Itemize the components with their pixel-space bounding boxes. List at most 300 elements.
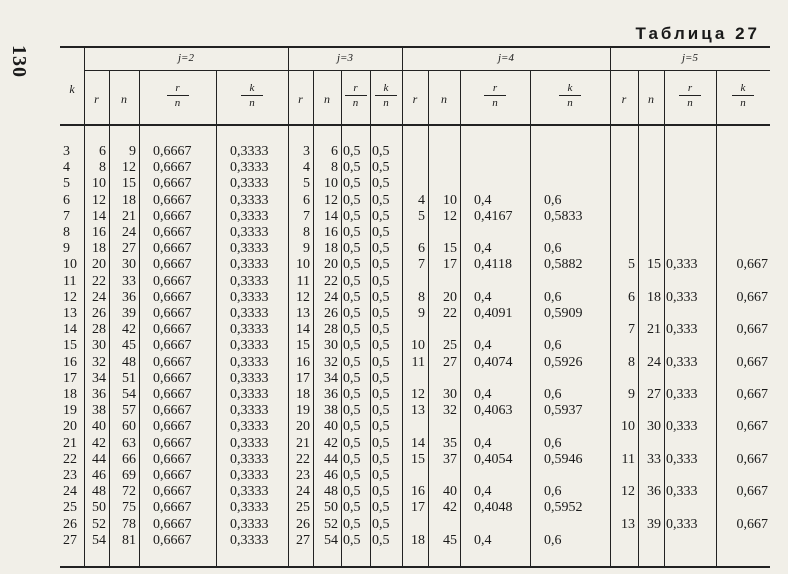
cell-j3-r: 14 [296, 322, 310, 338]
cell-j2-r-over-n: 0,6667 [153, 322, 192, 338]
header-r: r [298, 92, 303, 106]
cell-k: 7 [63, 208, 70, 224]
cell-j2-r-over-n: 0,6667 [153, 451, 192, 467]
cell-j2-n: 78 [122, 516, 136, 532]
cell-j2-k-over-n: 0,3333 [230, 532, 269, 548]
cell-j4-r: 14 [411, 435, 425, 451]
cell-j5-n: 15 [647, 257, 661, 273]
cell-j3-n: 16 [324, 225, 338, 240]
cell-j2-k-over-n: 0,3333 [230, 176, 269, 192]
cell-k: 22 [63, 451, 77, 467]
cell-j2-n: 15 [122, 176, 136, 192]
cell-j4-r: 16 [411, 484, 425, 500]
cell-j3-r-over-n: 0,5 [343, 468, 361, 483]
header-r: r [412, 92, 418, 106]
header-r-over-n: r n [139, 82, 216, 109]
cell-j5-r-over-n: 0,333 [666, 484, 698, 500]
cell-j2-r: 20 [92, 257, 106, 273]
cell-j5-n: 36 [647, 484, 661, 500]
cell-j3-k-over-n: 0,5 [372, 516, 390, 532]
cell-j4-r-over-n: 0,4048 [474, 500, 513, 516]
cell-j2-n: 57 [122, 403, 136, 419]
cell-j5-r: 9 [628, 387, 635, 402]
cell-j2-n: 39 [122, 306, 136, 321]
cell-j3-r-over-n: 0,5 [343, 257, 361, 273]
cell-k: 12 [63, 289, 77, 305]
cell-j3-r: 10 [296, 257, 310, 273]
cell-j2-k-over-n: 0,3333 [230, 160, 269, 176]
cell-j3-k-over-n: 0,5 [372, 484, 390, 500]
cell-j2-r-over-n: 0,6667 [153, 257, 192, 273]
cell-j2-n: 36 [122, 289, 136, 305]
header-r: r [94, 92, 99, 106]
cell-j3-r-over-n: 0,5 [343, 306, 361, 321]
cell-j3-r-over-n: 0,5 [343, 176, 361, 192]
cell-k: 19 [63, 403, 77, 419]
cell-j3-k-over-n: 0,5 [372, 273, 390, 289]
rule-bottom [60, 566, 770, 568]
header-r: r [621, 92, 627, 106]
cell-k: 27 [63, 532, 77, 548]
cell-j2-n: 81 [122, 532, 136, 548]
cell-j3-r-over-n: 0,5 [343, 354, 361, 370]
cell-j3-r: 22 [296, 451, 310, 467]
cell-j4-r: 11 [411, 354, 425, 370]
cell-j5-r: 5 [628, 257, 635, 273]
cell-k: 25 [63, 500, 77, 516]
cell-j3-k-over-n: 0,5 [372, 257, 390, 273]
cell-k: 13 [63, 306, 77, 321]
cell-j2-r-over-n: 0,6667 [153, 273, 192, 289]
cell-j4-k-over-n: 0,5909 [544, 306, 583, 321]
cell-j3-r: 8 [303, 225, 310, 240]
cell-j4-r-over-n: 0,4 [474, 192, 492, 208]
cell-k: 9 [63, 241, 70, 257]
cell-j3-k-over-n: 0,5 [372, 306, 390, 321]
cell-j2-k-over-n: 0,3333 [230, 192, 269, 208]
cell-j5-r-over-n: 0,333 [666, 322, 698, 338]
cell-j4-k-over-n: 0,5926 [544, 354, 583, 370]
cell-j3-n: 40 [324, 419, 338, 435]
cell-j3-r-over-n: 0,5 [343, 192, 361, 208]
cell-j2-r-over-n: 0,6667 [153, 338, 192, 354]
cell-j3-k-over-n: 0,5 [372, 532, 390, 548]
cell-k: 4 [63, 160, 70, 176]
cell-j5-r: 6 [628, 289, 635, 305]
cell-j5-k-over-n: 0,667 [736, 387, 768, 402]
cell-j3-k-over-n: 0,5 [372, 289, 390, 305]
cell-j5-k-over-n: 0,667 [736, 257, 768, 273]
cell-j3-k-over-n: 0,5 [372, 208, 390, 224]
cell-k: 8 [63, 225, 70, 240]
cell-j3-n: 6 [331, 144, 338, 159]
cell-j5-r-over-n: 0,333 [666, 257, 698, 273]
cell-j2-r: 28 [92, 322, 106, 338]
cell-j5-n: 24 [647, 354, 661, 370]
cell-j2-k-over-n: 0,3333 [230, 370, 269, 386]
cell-k: 16 [63, 354, 77, 370]
cell-j2-n: 72 [122, 484, 136, 500]
column-divider [216, 70, 217, 566]
cell-j4-n: 20 [443, 289, 457, 305]
cell-j3-r: 20 [296, 419, 310, 435]
cell-k: 21 [63, 435, 77, 451]
cell-j4-n: 12 [443, 208, 457, 224]
cell-j2-r: 50 [92, 500, 106, 516]
header-k-over-n: k n [530, 82, 610, 109]
cell-j2-r-over-n: 0,6667 [153, 208, 192, 224]
cell-j3-r: 27 [296, 532, 310, 548]
cell-j2-k-over-n: 0,3333 [230, 306, 269, 321]
cell-j3-k-over-n: 0,5 [372, 144, 390, 159]
cell-j3-r-over-n: 0,5 [343, 435, 361, 451]
cell-j3-n: 36 [324, 387, 338, 402]
cell-j2-r: 8 [99, 160, 106, 176]
cell-j2-k-over-n: 0,3333 [230, 241, 269, 257]
cell-j5-r: 7 [628, 322, 635, 338]
cell-j5-k-over-n: 0,667 [736, 516, 768, 532]
cell-j4-k-over-n: 0,6 [544, 484, 562, 500]
cell-j2-r: 54 [92, 532, 106, 548]
page-number: 130 [8, 45, 30, 78]
cell-k: 26 [63, 516, 77, 532]
cell-j3-r: 11 [296, 273, 310, 289]
cell-j2-r: 24 [92, 289, 106, 305]
cell-j5-k-over-n: 0,667 [736, 322, 768, 338]
cell-j4-k-over-n: 0,6 [544, 289, 562, 305]
cell-j5-r-over-n: 0,333 [666, 516, 698, 532]
cell-j4-k-over-n: 0,5952 [544, 500, 583, 516]
cell-j5-n: 30 [647, 419, 661, 435]
cell-j4-n: 45 [443, 532, 457, 548]
cell-j4-r: 18 [411, 532, 425, 548]
cell-j3-r-over-n: 0,5 [343, 273, 361, 289]
cell-j4-r: 7 [418, 257, 425, 273]
header-k: k [69, 82, 75, 96]
cell-j2-n: 60 [122, 419, 136, 435]
cell-j3-n: 54 [324, 532, 338, 548]
cell-j3-n: 44 [324, 451, 338, 467]
cell-j5-k-over-n: 0,667 [736, 484, 768, 500]
cell-j2-r: 18 [92, 241, 106, 257]
cell-j2-r: 42 [92, 435, 106, 451]
cell-j5-k-over-n: 0,667 [736, 289, 768, 305]
cell-j2-r-over-n: 0,6667 [153, 160, 192, 176]
cell-j3-n: 32 [324, 354, 338, 370]
cell-j3-n: 10 [324, 176, 338, 192]
cell-j4-r-over-n: 0,4074 [474, 354, 513, 370]
cell-j2-n: 63 [122, 435, 136, 451]
cell-j5-r-over-n: 0,333 [666, 354, 698, 370]
cell-j2-n: 27 [122, 241, 136, 257]
cell-j4-r: 10 [411, 338, 425, 354]
cell-j3-n: 14 [324, 208, 338, 224]
cell-j2-r: 38 [92, 403, 106, 419]
cell-j4-n: 42 [443, 500, 457, 516]
cell-j3-r: 16 [296, 354, 310, 370]
cell-j2-r: 34 [92, 370, 106, 386]
cell-j3-r: 13 [296, 306, 310, 321]
cell-j4-k-over-n: 0,6 [544, 338, 562, 354]
cell-j4-r: 8 [418, 289, 425, 305]
cell-j2-r: 44 [92, 451, 106, 467]
cell-j3-k-over-n: 0,5 [372, 500, 390, 516]
cell-j2-n: 21 [122, 208, 136, 224]
cell-j2-n: 18 [122, 192, 136, 208]
cell-j5-n: 27 [647, 387, 661, 402]
cell-j2-r-over-n: 0,6667 [153, 484, 192, 500]
cell-j2-k-over-n: 0,3333 [230, 516, 269, 532]
cell-j2-r-over-n: 0,6667 [153, 387, 192, 402]
cell-j2-r-over-n: 0,6667 [153, 500, 192, 516]
table-caption: Таблица 27 [635, 24, 760, 43]
cell-j3-r: 5 [303, 176, 310, 192]
cell-j2-n: 45 [122, 338, 136, 354]
column-divider [716, 70, 717, 566]
cell-j2-r-over-n: 0,6667 [153, 225, 192, 240]
cell-j2-r: 46 [92, 468, 106, 483]
cell-j3-r-over-n: 0,5 [343, 338, 361, 354]
cell-k: 5 [63, 176, 70, 192]
cell-j3-r: 25 [296, 500, 310, 516]
column-divider [664, 70, 665, 566]
header-n: n [324, 92, 330, 106]
group-j2: j=2 [178, 52, 194, 64]
group-j3: j=3 [337, 52, 353, 64]
cell-j2-r: 16 [92, 225, 106, 240]
cell-j2-k-over-n: 0,3333 [230, 451, 269, 467]
column-divider [341, 70, 342, 566]
cell-j3-r-over-n: 0,5 [343, 516, 361, 532]
cell-j4-r-over-n: 0,4054 [474, 451, 513, 467]
cell-j5-r-over-n: 0,333 [666, 419, 698, 435]
cell-j2-r-over-n: 0,6667 [153, 289, 192, 305]
cell-j3-r-over-n: 0,5 [343, 289, 361, 305]
cell-j2-r-over-n: 0,6667 [153, 370, 192, 386]
cell-j4-r-over-n: 0,4 [474, 532, 492, 548]
cell-j4-r: 4 [418, 192, 425, 208]
header-n: n [121, 92, 127, 106]
column-divider [84, 46, 85, 566]
cell-j3-k-over-n: 0,5 [372, 322, 390, 338]
cell-j2-k-over-n: 0,3333 [230, 289, 269, 305]
column-divider [109, 70, 110, 566]
cell-j4-n: 37 [443, 451, 457, 467]
cell-j3-r: 15 [296, 338, 310, 354]
cell-j4-n: 27 [443, 354, 457, 370]
cell-k: 15 [63, 338, 77, 354]
cell-j2-r: 52 [92, 516, 106, 532]
group-j5: j=5 [682, 52, 698, 64]
cell-j4-k-over-n: 0,5937 [544, 403, 583, 419]
cell-j4-k-over-n: 0,5882 [544, 257, 583, 273]
cell-k: 17 [63, 370, 77, 386]
cell-j3-r-over-n: 0,5 [343, 322, 361, 338]
cell-j4-n: 10 [443, 192, 457, 208]
cell-j2-r-over-n: 0,6667 [153, 144, 192, 159]
cell-j2-r: 48 [92, 484, 106, 500]
cell-j3-k-over-n: 0,5 [372, 370, 390, 386]
cell-j3-r: 21 [296, 435, 310, 451]
cell-j2-r: 36 [92, 387, 106, 402]
cell-j4-r-over-n: 0,4091 [474, 306, 513, 321]
cell-j2-r: 40 [92, 419, 106, 435]
cell-j4-n: 22 [443, 306, 457, 321]
column-divider [139, 70, 140, 566]
cell-j4-r-over-n: 0,4 [474, 484, 492, 500]
cell-j5-n: 39 [647, 516, 661, 532]
cell-j3-r-over-n: 0,5 [343, 484, 361, 500]
cell-j4-k-over-n: 0,5946 [544, 451, 583, 467]
column-divider [530, 70, 531, 566]
cell-j2-r-over-n: 0,6667 [153, 516, 192, 532]
cell-j3-n: 30 [324, 338, 338, 354]
cell-j3-n: 50 [324, 500, 338, 516]
cell-j3-k-over-n: 0,5 [372, 192, 390, 208]
cell-j2-r-over-n: 0,6667 [153, 192, 192, 208]
cell-j2-r-over-n: 0,6667 [153, 403, 192, 419]
cell-j2-r: 32 [92, 354, 106, 370]
cell-j3-r-over-n: 0,5 [343, 500, 361, 516]
column-divider [402, 46, 403, 566]
cell-j4-n: 15 [443, 241, 457, 257]
header-k-over-n: k n [370, 82, 402, 109]
cell-j3-n: 22 [324, 273, 338, 289]
cell-j2-k-over-n: 0,3333 [230, 484, 269, 500]
cell-j2-r-over-n: 0,6667 [153, 532, 192, 548]
column-divider [460, 70, 461, 566]
header-n: n [648, 92, 654, 106]
cell-j3-n: 8 [331, 160, 338, 176]
cell-j2-k-over-n: 0,3333 [230, 387, 269, 402]
cell-j4-r: 6 [418, 241, 425, 257]
cell-j2-n: 9 [129, 144, 136, 159]
cell-j4-r: 5 [418, 208, 425, 224]
column-divider [638, 70, 639, 566]
cell-j2-k-over-n: 0,3333 [230, 273, 269, 289]
cell-k: 14 [63, 322, 77, 338]
cell-j3-r-over-n: 0,5 [343, 160, 361, 176]
cell-j4-k-over-n: 0,5833 [544, 208, 583, 224]
cell-j5-r: 10 [621, 419, 635, 435]
cell-j3-k-over-n: 0,5 [372, 225, 390, 240]
cell-k: 24 [63, 484, 77, 500]
cell-j4-n: 32 [443, 403, 457, 419]
cell-j4-r-over-n: 0,4167 [474, 208, 513, 224]
cell-j4-r: 17 [411, 500, 425, 516]
cell-j2-k-over-n: 0,3333 [230, 208, 269, 224]
column-divider [313, 70, 314, 566]
cell-j3-k-over-n: 0,5 [372, 338, 390, 354]
cell-j3-k-over-n: 0,5 [372, 403, 390, 419]
cell-j2-r-over-n: 0,6667 [153, 176, 192, 192]
cell-j3-r-over-n: 0,5 [343, 403, 361, 419]
cell-k: 11 [63, 273, 77, 289]
cell-j5-r-over-n: 0,333 [666, 387, 698, 402]
cell-j2-k-over-n: 0,3333 [230, 500, 269, 516]
cell-j2-n: 66 [122, 451, 136, 467]
cell-j2-r: 30 [92, 338, 106, 354]
cell-j2-k-over-n: 0,3333 [230, 257, 269, 273]
cell-j3-r: 9 [303, 241, 310, 257]
cell-j2-n: 75 [122, 500, 136, 516]
cell-j3-n: 26 [324, 306, 338, 321]
cell-j4-r-over-n: 0,4063 [474, 403, 513, 419]
cell-j3-r: 12 [296, 289, 310, 305]
cell-j3-n: 52 [324, 516, 338, 532]
cell-j2-n: 42 [122, 322, 136, 338]
cell-j3-n: 12 [324, 192, 338, 208]
cell-j2-k-over-n: 0,3333 [230, 144, 269, 159]
cell-j3-n: 24 [324, 289, 338, 305]
cell-j3-r: 7 [303, 208, 310, 224]
cell-k: 20 [63, 419, 77, 435]
cell-j2-k-over-n: 0,3333 [230, 468, 269, 483]
cell-j3-r-over-n: 0,5 [343, 451, 361, 467]
cell-j3-n: 46 [324, 468, 338, 483]
cell-j2-r: 6 [99, 144, 106, 159]
cell-j2-r-over-n: 0,6667 [153, 306, 192, 321]
cell-j5-n: 33 [647, 451, 661, 467]
cell-j2-n: 12 [122, 160, 136, 176]
cell-j4-r: 13 [411, 403, 425, 419]
cell-j3-r-over-n: 0,5 [343, 532, 361, 548]
cell-j4-k-over-n: 0,6 [544, 387, 562, 402]
cell-j3-n: 28 [324, 322, 338, 338]
cell-j3-r: 18 [296, 387, 310, 402]
cell-k: 3 [63, 144, 70, 159]
cell-j5-k-over-n: 0,667 [736, 451, 768, 467]
cell-j5-k-over-n: 0,667 [736, 419, 768, 435]
header-r-over-n: r n [664, 82, 716, 109]
cell-j4-r: 9 [418, 306, 425, 321]
cell-j3-r: 3 [303, 144, 310, 159]
cell-j4-n: 25 [443, 338, 457, 354]
cell-j4-r-over-n: 0,4 [474, 435, 492, 451]
cell-j3-r: 4 [303, 160, 310, 176]
cell-j5-r: 8 [628, 354, 635, 370]
cell-j3-r: 26 [296, 516, 310, 532]
column-divider [288, 46, 289, 566]
cell-j5-r-over-n: 0,333 [666, 289, 698, 305]
header-n: n [441, 92, 447, 106]
cell-j5-r: 12 [621, 484, 635, 500]
cell-j3-r-over-n: 0,5 [343, 144, 361, 159]
header-k-over-n: k n [216, 82, 288, 109]
cell-j3-n: 34 [324, 370, 338, 386]
cell-j2-r-over-n: 0,6667 [153, 468, 192, 483]
cell-j2-k-over-n: 0,3333 [230, 322, 269, 338]
cell-j2-k-over-n: 0,3333 [230, 225, 269, 240]
cell-j3-k-over-n: 0,5 [372, 241, 390, 257]
cell-j4-r-over-n: 0,4118 [474, 257, 512, 273]
cell-j4-r-over-n: 0,4 [474, 241, 492, 257]
cell-j4-k-over-n: 0,6 [544, 532, 562, 548]
cell-j2-r-over-n: 0,6667 [153, 435, 192, 451]
cell-j5-n: 21 [647, 322, 661, 338]
cell-j2-k-over-n: 0,3333 [230, 419, 269, 435]
header-r-over-n: r n [341, 82, 370, 109]
cell-j4-r-over-n: 0,4 [474, 338, 492, 354]
cell-j3-r-over-n: 0,5 [343, 419, 361, 435]
cell-j4-k-over-n: 0,6 [544, 192, 562, 208]
cell-j2-n: 51 [122, 370, 136, 386]
cell-j2-r: 14 [92, 208, 106, 224]
cell-j3-k-over-n: 0,5 [372, 354, 390, 370]
cell-j3-n: 18 [324, 241, 338, 257]
cell-j5-k-over-n: 0,667 [736, 354, 768, 370]
cell-j3-r: 24 [296, 484, 310, 500]
